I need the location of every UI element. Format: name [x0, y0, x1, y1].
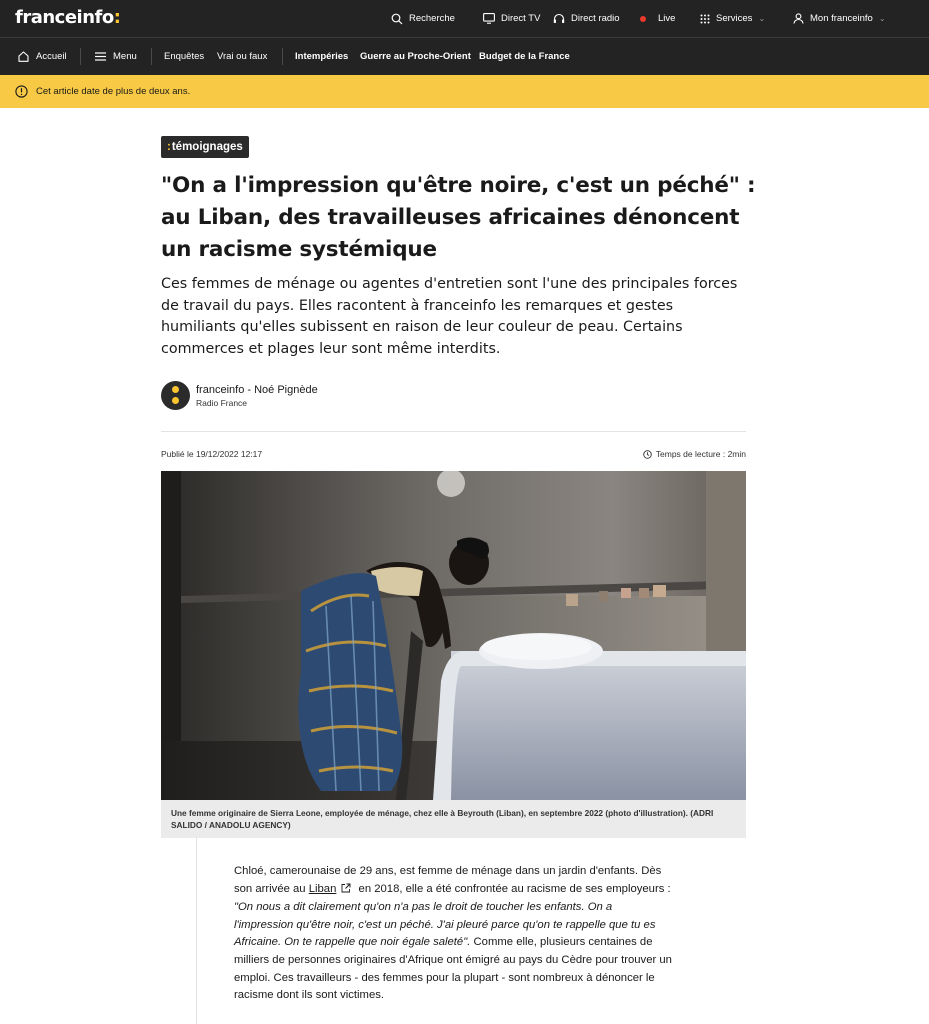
- search-button[interactable]: Recherche: [391, 0, 455, 37]
- clock-icon: [643, 450, 652, 459]
- tv-icon: [483, 13, 495, 24]
- account-menu[interactable]: Mon franceinfo ⌄: [793, 0, 886, 37]
- home-icon: [18, 51, 29, 62]
- nav-hot-budget[interactable]: Budget de la France: [479, 51, 570, 62]
- nav-divider: [282, 48, 283, 65]
- article-body: Chloé, camerounaise de 29 ans, est femme de ménage dans un jardin d'enfants. Dès son arrivée au Liban en 2018, elle a été confrontée au racisme de ses employeurs : "On nous a dit clairement qu'on n'a pas le droit de toucher les enfants. On a l'impression qu'être noir, c'est un péché. J'ai pleuré parce qu'on te rappelle que tu es Africaine. On te rappelle que noir égale saleté". Comme elle, plusieurs centaines de milliers de personnes originaires d'Afrique ont émigré au pays du Cèdre pour trouver un emploi. Ces travailleurs - des femmes pour la plupart - sont nombreux à dénoncer le racisme dont ils sont victimes.: [234, 865, 672, 1002]
- headphones-icon: [553, 13, 565, 24]
- chevron-down-icon: ⌄: [878, 14, 886, 23]
- user-icon: [793, 13, 804, 24]
- live-dot-icon: [640, 16, 646, 22]
- search-icon: [391, 13, 403, 25]
- body-rule: [196, 838, 197, 1024]
- author-org: Radio France: [196, 397, 248, 408]
- nav-divider: [80, 48, 81, 65]
- liban-link[interactable]: Liban: [308, 882, 337, 895]
- info-circle-icon: [15, 85, 28, 98]
- publish-date: Publié le 19/12/2022 12:17: [161, 449, 263, 459]
- article-quote: "On nous a dit clairement qu'on n'a pas le droit de toucher les enfants. On a l'impression qu'être noir, c'est un péché. J'ai pleuré parce qu'on te rappelle que tu es Africaine. On te rappelle que noir égale saleté".: [234, 901, 656, 949]
- section-nav: [0, 37, 929, 75]
- nav-home[interactable]: Accueil: [18, 38, 67, 75]
- nav-item-enquetes[interactable]: Enquêtes: [164, 51, 205, 62]
- outdated-article-banner: [0, 75, 929, 108]
- hamburger-icon: [95, 52, 106, 61]
- nav-menu[interactable]: Menu: [95, 38, 137, 75]
- nav-divider: [151, 48, 152, 65]
- article-lead: Ces femmes de ménage ou agentes d'entretien sont l'une des principales forces de travail du pays. Elles racontent à franceinfo les remarques et gestes humiliants qu'elles subissent en raison de leur couleur de peau. Certains commerces et plages leur sont même interdits.: [161, 276, 738, 357]
- franceinfo-avatar: [161, 381, 190, 410]
- article-title: "On a l'impression qu'être noire, c'est un péché" : au Liban, des travailleuses africaines dénoncent un racisme systémique: [161, 173, 756, 262]
- divider: [161, 431, 746, 432]
- direct-tv-link[interactable]: Direct TV: [483, 0, 540, 37]
- franceinfo-logo[interactable]: franceinfo:: [15, 7, 121, 28]
- nav-hot-proche-orient[interactable]: Guerre au Proche-Orient: [360, 51, 471, 62]
- grid-icon: [700, 14, 710, 24]
- reading-time: Temps de lecture : 2min: [643, 449, 746, 459]
- direct-radio-link[interactable]: Direct radio: [553, 0, 620, 37]
- article-photo: [161, 471, 746, 800]
- photo-caption: Une femme originaire de Sierra Leone, employée de ménage, chez elle à Beyrouth (Liban), en septembre 2022 (photo d'illustration). (ADRI SALIDO / ANADOLU AGENCY): [161, 800, 746, 838]
- external-link-icon: [341, 882, 351, 900]
- live-link[interactable]: Live: [640, 0, 675, 37]
- photo-illustration: [161, 471, 746, 800]
- services-menu[interactable]: Services ⌄: [700, 0, 765, 37]
- top-bar: [0, 0, 929, 37]
- author-block: [161, 381, 318, 410]
- nav-item-vrai-ou-faux[interactable]: Vrai ou faux: [217, 51, 268, 62]
- category-tag[interactable]: : témoignages: [161, 136, 249, 158]
- banner-text: Cet article date de plus de deux ans.: [36, 86, 191, 97]
- chevron-down-icon: ⌄: [758, 14, 766, 23]
- nav-hot-intemperies[interactable]: Intempéries: [295, 51, 349, 62]
- author-name[interactable]: franceinfo - Noé Pignède: [196, 383, 318, 396]
